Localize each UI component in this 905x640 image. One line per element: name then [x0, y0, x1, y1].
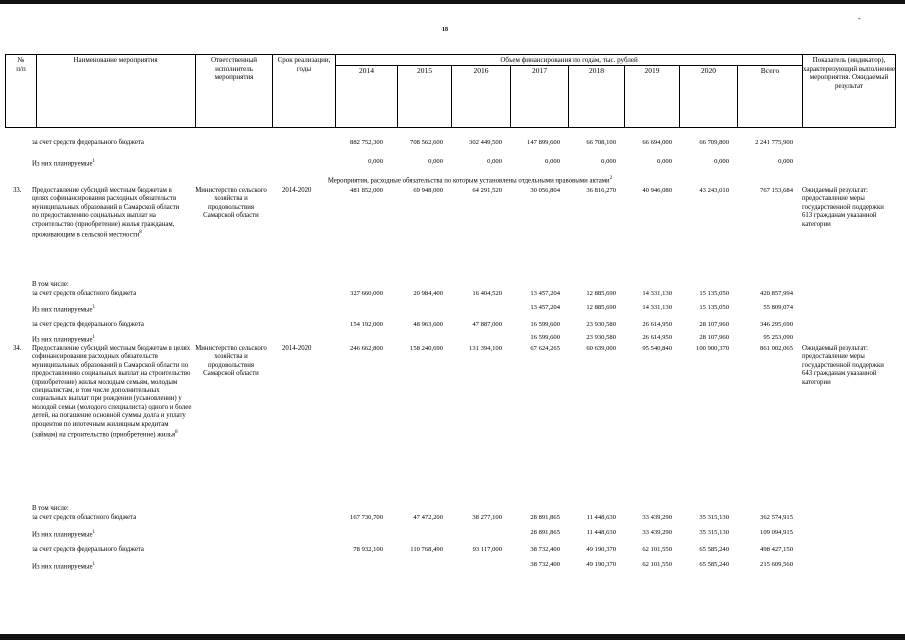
value-cell: 35 315,130	[699, 514, 729, 521]
corner-mark: -	[858, 14, 861, 23]
value-cell: 49 190,370	[586, 546, 616, 553]
item-number: 33.	[13, 187, 22, 194]
total-cell: 109 094,915	[760, 529, 793, 536]
value-cell: 67 624,265	[530, 345, 560, 352]
value-cell: 100 900,370	[696, 345, 729, 352]
item-number: 34.	[13, 345, 22, 352]
value-cell: 49 190,370	[586, 561, 616, 568]
section-title: Мероприятия, расходные обязательства по которым установлены отдельными правовыми актами$^2$	[327, 176, 613, 185]
value-cell: 48 963,600	[413, 321, 443, 328]
value-cell: 481 852,000	[350, 187, 383, 194]
value-cell: 23 930,580	[586, 321, 616, 328]
value-cell: 66 708,100	[586, 139, 616, 146]
value-cell: 154 192,000	[350, 321, 383, 328]
header-year: 2020	[701, 66, 716, 75]
total-cell: 2 241 775,900	[755, 139, 793, 146]
header-indicator: Показатель (индикатор), характеризующий выполнение мероприятия. Ожидаемый результат	[803, 56, 895, 90]
value-cell: 0,000	[487, 158, 502, 165]
value-cell: 62 101,550	[642, 561, 672, 568]
row-label-federal: за счет средств федерального бюджета	[32, 321, 144, 328]
value-cell: 38 277,100	[472, 514, 502, 521]
header-num: № п/п	[16, 56, 26, 73]
header-period: Срок реализации, годы	[277, 56, 331, 73]
value-cell: 13 457,204	[530, 304, 560, 311]
value-cell: 0,000	[368, 158, 383, 165]
table-header	[5, 54, 896, 128]
header-year: 2017	[532, 66, 547, 75]
value-cell: 26 614,950	[642, 321, 672, 328]
value-cell: 38 732,400	[530, 546, 560, 553]
row-label-planned: Из них планируемые$^1$	[32, 530, 96, 539]
total-cell: 215 609,560	[760, 561, 793, 568]
value-cell: 30 056,804	[530, 187, 560, 194]
value-cell: 28 107,960	[699, 334, 729, 341]
row-label-planned: Из них планируемые$^1$	[32, 335, 96, 344]
row-label-planned: Из них планируемые$^1$	[32, 159, 96, 168]
row-label-regional: за счет средств областного бюджета	[32, 514, 137, 521]
value-cell: 302 449,500	[469, 139, 502, 146]
item-name: Предоставление субсидий местным бюджетам в целях софинансирования расходных обязательств муниципальных образований в Самарской области по предоставлению социальных выплат на строительство (приобретение) жилья гражданам, проживающим в сельской местности$^8$	[32, 187, 180, 239]
value-cell: 36 816,270	[586, 187, 616, 194]
value-cell: 28 891,865	[530, 514, 560, 521]
total-cell: 861 002,065	[760, 345, 793, 352]
value-cell: 43 243,010	[699, 187, 729, 194]
value-cell: 13 457,204	[530, 290, 560, 297]
header-year: 2014	[359, 66, 374, 75]
value-cell: 12 885,690	[586, 304, 616, 311]
value-cell: 69 948,000	[413, 187, 443, 194]
item-result: Ожидаемый результат: предоставление меры государственной поддержки 613 гражданам указанной категории	[802, 187, 884, 228]
header-year: 2019	[644, 66, 660, 75]
value-cell: 15 135,050	[699, 304, 729, 311]
value-cell: 15 135,050	[699, 290, 729, 297]
row-label-planned: Из них планируемые$^1$	[32, 305, 96, 314]
value-cell: 16 404,520	[472, 290, 502, 297]
top-border	[0, 0, 905, 4]
item-responsible: Министерство сельского хозяйства и продовольствия Самарской области	[195, 345, 267, 378]
value-cell: 708 562,600	[410, 139, 443, 146]
header-year: 2016	[473, 66, 489, 75]
value-cell: 0,000	[714, 158, 729, 165]
value-cell: 93 117,000	[472, 546, 502, 553]
value-cell: 65 585,240	[699, 561, 729, 568]
total-cell: 498 427,150	[760, 546, 793, 553]
value-cell: 0,000	[545, 158, 560, 165]
value-cell: 0,000	[601, 158, 616, 165]
header-responsible: Ответственный исполнитель мероприятия	[210, 56, 258, 81]
value-cell: 33 439,290	[642, 529, 672, 536]
total-cell: 362 574,915	[760, 514, 793, 521]
item-period: 2014-2020	[282, 187, 312, 194]
value-cell: 327 660,000	[350, 290, 383, 297]
item-responsible: Министерство сельского хозяйства и продовольствия Самарской области	[195, 187, 267, 220]
value-cell: 110 768,490	[410, 546, 443, 553]
value-cell: 28 891,865	[530, 529, 560, 536]
total-cell: 420 857,994	[760, 290, 793, 297]
value-cell: 66 709,800	[699, 139, 729, 146]
header-year: 2018	[589, 66, 604, 75]
value-cell: 246 662,800	[350, 345, 383, 352]
value-cell: 64 291,520	[472, 187, 502, 194]
row-label-federal: за счет средств федерального бюджета	[32, 139, 144, 146]
total-cell: 0,000	[778, 158, 793, 165]
value-cell: 78 932,100	[353, 546, 383, 553]
including-label: В том числе:	[32, 281, 69, 288]
value-cell: 28 107,960	[699, 321, 729, 328]
item-result: Ожидаемый результат: предоставление меры государственной поддержки 643 гражданам указанной категории	[802, 345, 884, 386]
row-label-federal: за счет средств федерального бюджета	[32, 546, 144, 553]
value-cell: 14 331,130	[642, 290, 672, 297]
header-year: 2015	[417, 66, 432, 75]
value-cell: 62 101,550	[642, 546, 672, 553]
value-cell: 0,000	[428, 158, 443, 165]
header-total: Всего	[760, 66, 780, 75]
value-cell: 33 439,290	[642, 514, 672, 521]
row-label-planned: Из них планируемые$^1$	[32, 562, 96, 571]
value-cell: 65 585,240	[699, 546, 729, 553]
total-cell: 55 809,074	[763, 304, 793, 311]
header-name: Наименование мероприятия	[73, 56, 158, 64]
total-cell: 346 295,690	[760, 321, 793, 328]
header-funding: Объем финансирования по годам, тыс. рублей	[500, 56, 638, 64]
value-cell: 47 887,000	[472, 321, 502, 328]
value-cell: 26 614,950	[642, 334, 672, 341]
value-cell: 35 315,130	[699, 529, 729, 536]
value-cell: 38 732,400	[530, 561, 560, 568]
value-cell: 20 984,400	[413, 290, 443, 297]
value-cell: 11 448,630	[586, 529, 616, 536]
value-cell: 16 599,600	[530, 334, 560, 341]
value-cell: 47 472,200	[413, 514, 443, 521]
value-cell: 12 885,690	[586, 290, 616, 297]
page-number: 18	[442, 27, 448, 33]
item-period: 2014-2020	[282, 345, 312, 352]
value-cell: 16 599,600	[530, 321, 560, 328]
total-cell: 95 253,090	[763, 334, 793, 341]
value-cell: 11 448,630	[586, 514, 616, 521]
value-cell: 147 899,600	[527, 139, 560, 146]
value-cell: 0,000	[657, 158, 672, 165]
including-label: В том числе:	[32, 505, 69, 512]
item-name: Предоставление субсидий местным бюджетам в целях софинансирования расходных обязательств муниципальных образований в Самарской области по предоставлению социальных выплат на строительство (приобретение) жилья молодым семьям, молодым специалистам, в том числе дополнительных социальных выплат при рождении (усыновлении) у молодой семьи (молодого специалиста) одного и более детей, на погашение основной суммы долга и уплату процентов по ипотечным жилищным кредитам (займам) на строительство (приобретение) жилья$^8$	[32, 345, 192, 439]
value-cell: 131 394,100	[469, 345, 502, 352]
value-cell: 95 540,840	[642, 345, 672, 352]
value-cell: 14 331,130	[642, 304, 672, 311]
value-cell: 40 946,080	[642, 187, 672, 194]
value-cell: 158 240,690	[410, 345, 443, 352]
value-cell: 23 930,580	[586, 334, 616, 341]
value-cell: 60 639,000	[586, 345, 616, 352]
value-cell: 167 730,700	[350, 514, 383, 521]
value-cell: 882 752,300	[350, 139, 383, 146]
value-cell: 66 694,000	[642, 139, 672, 146]
row-label-regional: за счет средств областного бюджета	[32, 290, 137, 297]
bottom-border	[0, 634, 905, 640]
total-cell: 767 153,684	[760, 187, 793, 194]
